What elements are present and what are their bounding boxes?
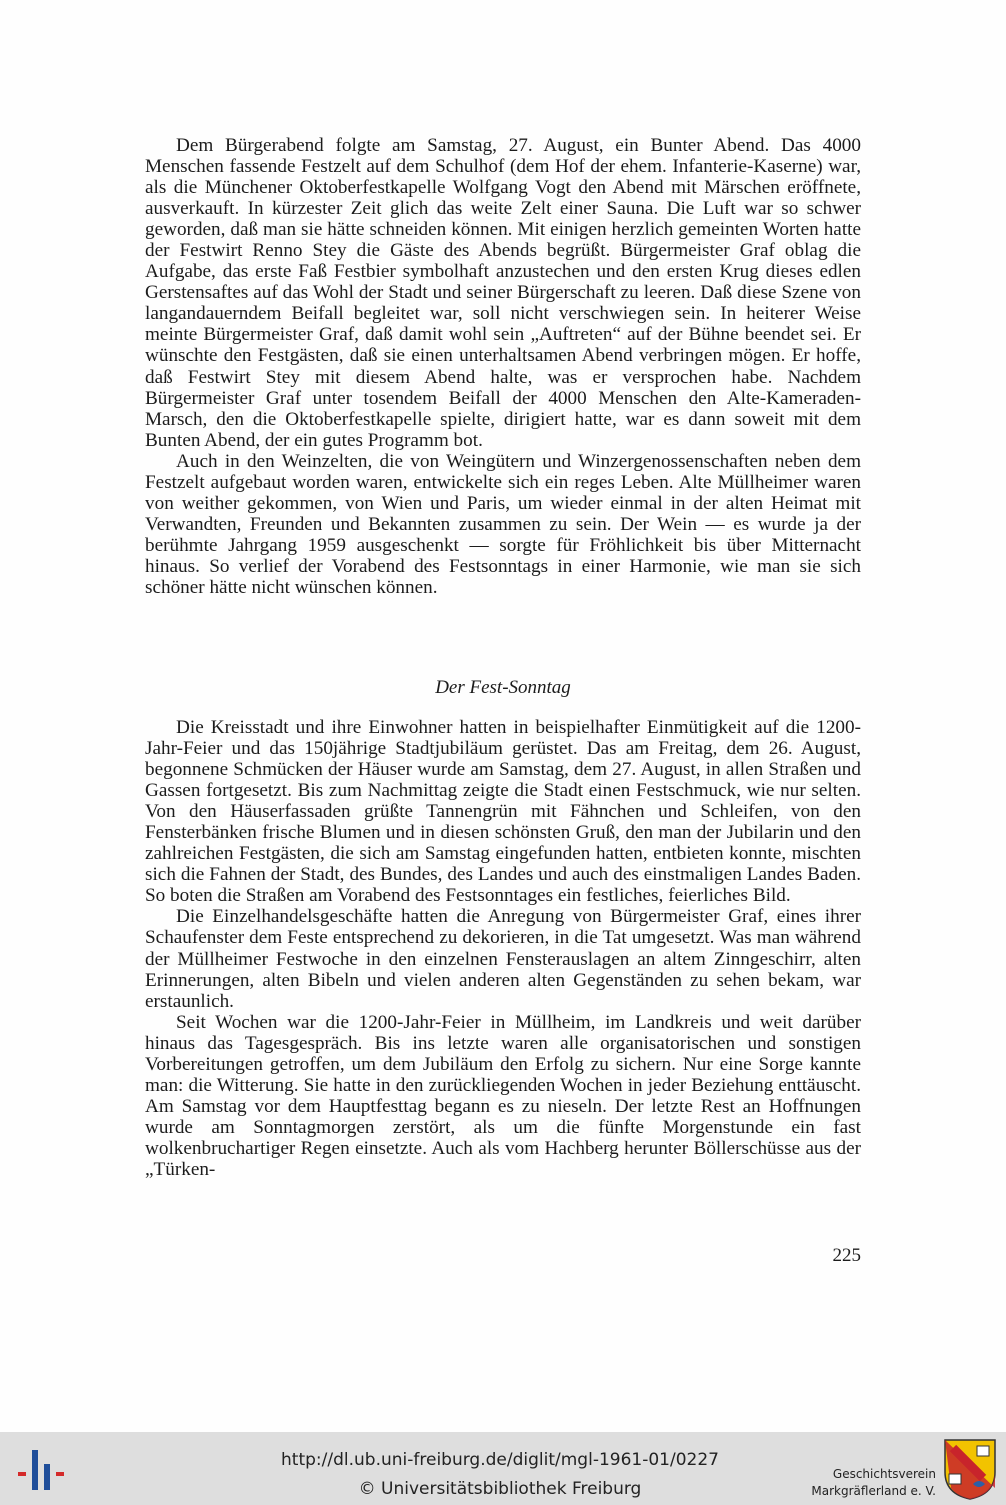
text-block-lower [145,717,861,1180]
text-block-upper [145,135,861,598]
society-name-line1: Geschichtsverein [832,1467,936,1481]
paragraph: Die Kreisstadt und ihre Einwohner hatten in beispielhafter Einmütigkeit auf die 1200-Jahr-Feier und das 150jährige Stadtjubiläum gerüstet. Das am Freitag, dem 26. August, begonnene Schmücken der Häuser wurde am Samstag, dem 27. August, in allen Straßen und Gassen fortgesetzt. Bis zum Nachmittag zeigte die Stadt einen Festschmuck, wie nur selten. Von den Häuserfassaden grüßte Tannengrün mit Fähnchen und Schleifen, von den Fensterbänken frische Blumen und in diesen schönsten Gruß, den man der Jubilarin und den zahlreichen Festgästen, die sich am Samstag eingefunden hatten, entbieten konnte, mischten sich die Fahnen der Stadt, des Bundes, des Landes und auch des einstmaligen Landes Baden. So boten die Straßen am Vorabend des Festsonntages ein festliches, feierliches Bild. [145,717,861,907]
paragraph: Auch in den Weinzelten, die von Weingütern und Winzergenossenschaften neben dem Festzelt aufgebaut worden waren, entwickelte sich ein reges Leben. Alte Müllheimer waren von weither gekommen, von Wien und Paris, um wieder einmal in der alten Heimat mit Verwandten, Freunden und Bekannten zusammen zu sein. Der Wein — es wurde ja der berühmte Jahrgang 1959 ausgeschenkt — sorgte für Fröhlichkeit bis über Mitternacht hinaus. So verlief der Vorabend des Festsonntags in einer Harmonie, wie man sie sich schöner hätte nicht wünschen können. [145,450,861,598]
paragraph: Die Einzelhandelsgeschäfte hatten die Anregung von Bürgermeister Graf, eines ihrer Schaufenster dem Feste entsprechend zu dekorieren, in die Tat umgesetzt. Was man während der Müllheimer Festwoche in den einzelnen Fensterauslagen an altem Zinngeschirr, alten Erinnerungen, alten Bibeln und vielen anderen alten Gegenständen zu sehen bekam, war erstaunlich. [145,906,861,1012]
section-heading: Der Fest-Sonntag [435,677,571,698]
paragraph: Dem Bürgerabend folgte am Samstag, 27. August, ein Bunter Abend. Das 4000 Menschen fassende Festzelt auf dem Schulhof (dem Hof der ehem. Infanterie-Kaserne) war, als die Münchener Oktoberfestkapelle Wolfgang Vogt den Abend mit Märschen eröffnete, ausverkauft. In kürzester Zeit glich das weite Zelt einer Sauna. Die Luft war so schwer geworden, daß man sie hätte schneiden können. Mit einigen herzlich gemeinten Worten hatte der Festwirt Renno Stey die Gäste des Abends begrüßt. Bürgermeister Graf oblag die Aufgabe, das erste Faß Festbier symbolhaft anzustechen und den ersten Krug dieses edlen Gerstensaftes auf das Wohl der Stadt und seiner Bürgerschaft zu leeren. Daß diese Szene von langandauerndem Beifall begleitet war, soll nicht verschwiegen sein. In heiterer Weise meinte Bürgermeister Graf, daß damit wohl sein „Auftreten“ auf der Bühne beendet sei. Er wünschte den Festgästen, daß sie einen unterhaltsamen Abend verbringen mögen. Er hoffe, daß Festwirt Stey mit diesem Abend halte, was er versprochen habe. Nachdem Bürgermeister Graf unter tosendem Beifall der 4000 Menschen den Alte-Kameraden-Marsch, den die Oktoberfestkapelle spielte, dirigiert hatte, war es dann soweit mit dem Bunten Abend, der ein gutes Programm bot. [145,135,861,451]
society-name-line2: Markgräflerland e. V. [811,1484,936,1498]
paragraph: Seit Wochen war die 1200-Jahr-Feier in Müllheim, im Landkreis und weit darüber hinaus das Tagesgespräch. Bis ins letzte waren alle organisatorischen und sonstigen Vorbereitungen getroffen, um dem Jubiläum den Erfolg zu sichern. Nur eine Sorge kannte man: die Witterung. Sie hatte in den zurückliegenden Wochen in jeder Beziehung enttäuscht. Am Samstag vor dem Hauptfesttag begann es zu nieseln. Der letzte Rest an Hoffnungen wurde am Sonntagmorgen zerstört, als um die fünfte Morgenstunde ein fast wolkenbruchartiger Regen einsetzte. Auch als vom Hachberg herunter Böllerschüsse aus der „Türken- [145,1011,861,1180]
source-url-link[interactable]: http://dl.ub.uni-freiburg.de/diglit/mgl-1961-01/0227 [281,1450,719,1470]
digital-library-logo-icon[interactable] [18,1442,66,1494]
society-name [811,1466,936,1500]
coat-of-arms-crest-icon [943,1438,997,1501]
page-number: 225 [832,1245,861,1266]
copyright-notice: © Universitätsbibliothek Freiburg [358,1479,642,1499]
